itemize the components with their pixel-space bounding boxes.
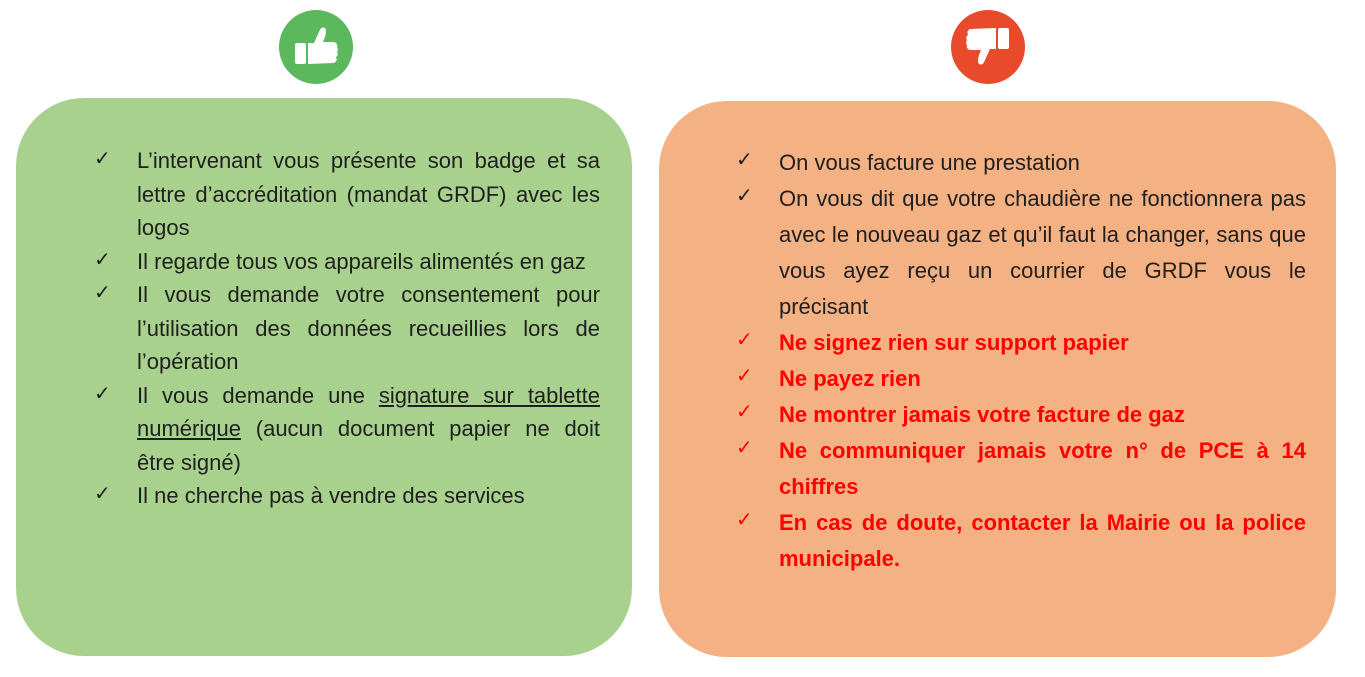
donts-panel <box>659 101 1336 657</box>
checkmark-icon: ✓ <box>736 149 753 171</box>
warning-item <box>736 433 1306 505</box>
thumbs-down-icon <box>951 10 1025 84</box>
checkmark-icon: ✓ <box>736 437 753 459</box>
list-item <box>736 181 1306 325</box>
list-item-text-after: (aucun document papier ne doit être signé) <box>137 416 600 475</box>
checkmark-icon: ✓ <box>94 382 111 405</box>
list-item <box>736 145 1306 181</box>
thumbs-up-icon <box>279 10 353 84</box>
checkmark-icon: ✓ <box>94 483 111 505</box>
list-item <box>94 245 600 279</box>
list-item-text: Il ne cherche pas à vendre des services <box>137 483 525 508</box>
warning-text: En cas de doute, contacter la Mairie ou la police municipale. <box>779 510 1306 571</box>
dos-panel <box>16 98 632 656</box>
warning-text: Ne payez rien <box>779 366 921 391</box>
list-item <box>94 479 600 513</box>
warning-item <box>736 361 1306 397</box>
list-item <box>94 144 600 245</box>
dos-list <box>94 144 600 513</box>
list-item <box>94 379 600 480</box>
list-item-text-before: Il vous demande une <box>137 382 379 408</box>
list-item-text: Il vous demande votre consentement pour l’utilisation des données recueillies lors de l’opération <box>137 282 600 374</box>
warning-text: Ne signez rien sur support papier <box>779 330 1129 355</box>
list-item <box>94 278 600 379</box>
warning-text: Ne montrer jamais votre facture de gaz <box>779 402 1185 427</box>
warning-item <box>736 325 1306 361</box>
checkmark-icon: ✓ <box>94 248 111 271</box>
checkmark-icon: ✓ <box>736 185 753 207</box>
checkmark-icon: ✓ <box>736 401 753 423</box>
checkmark-icon: ✓ <box>94 148 111 170</box>
list-item-text: On vous dit que votre chaudière ne fonctionnera pas avec le nouveau gaz et qu’il faut la changer, sans que vous ayez reçu un courrier de GRDF vous le précisant <box>779 186 1306 319</box>
checkmark-icon: ✓ <box>736 509 753 531</box>
checkmark-icon: ✓ <box>736 365 753 387</box>
warning-text: Ne communiquer jamais votre n° de PCE à 14 chiffres <box>779 438 1306 499</box>
underlined-text: signature sur tablette numérique <box>137 382 600 441</box>
warning-item <box>736 397 1306 433</box>
checkmark-icon: ✓ <box>736 329 753 351</box>
list-item-text: Il regarde tous vos appareils alimentés en gaz <box>137 248 586 274</box>
list-item-text: L’intervenant vous présente son badge et sa lettre d’accréditation (mandat GRDF) avec les logos <box>137 148 600 240</box>
checkmark-icon: ✓ <box>94 282 111 304</box>
donts-list <box>736 145 1306 577</box>
list-item-text: On vous facture une prestation <box>779 150 1080 175</box>
warning-item <box>736 505 1306 577</box>
